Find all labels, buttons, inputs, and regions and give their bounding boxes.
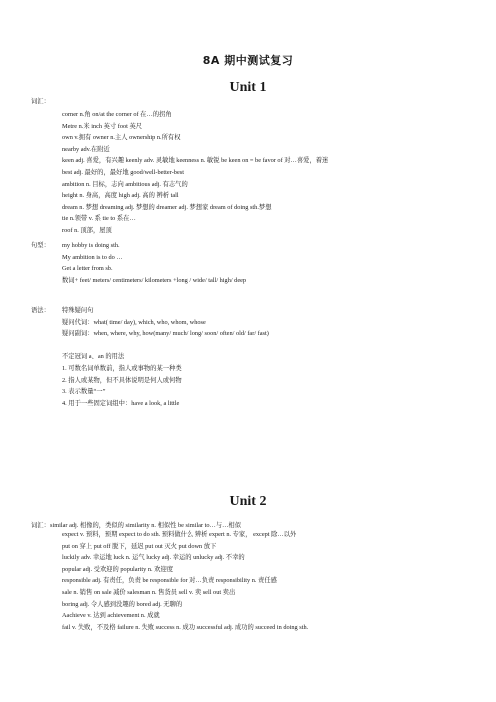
vocab-line: tie n.领带 v. 系 tie to 系在… <box>62 215 136 223</box>
grammar-line: 特殊疑问句 <box>62 307 94 314</box>
grammar-line <box>62 340 269 352</box>
grammar-line: 2. 指人或某物，但不具体说明是何人或何物 <box>62 376 182 384</box>
sentence-line: 数词+ feet/ meters/ centimeters/ kilometers +long / wide/ tall/ high/ deep <box>62 276 247 284</box>
vocab-line: roof n. 顶部，屋顶 <box>62 226 112 234</box>
unit2-vocab-list <box>62 529 308 633</box>
vocab-line: Metre n.米 inch 英寸 foot 英尺 <box>62 122 143 130</box>
grammar-line: 4. 用于一些固定词组中：have a look, a little <box>62 399 180 407</box>
vocab-line: put on 穿上 put off 脱下，延迟 put out 灭火 put down 放下 <box>62 542 217 550</box>
vocab-line: boring adj. 令人感到没趣的 bored adj. 无聊的 <box>62 600 183 608</box>
vocab-line: sale n. 销售 on sale 减价 salesman n. 售货员 sell v. 卖 sell out 卖出 <box>62 588 236 596</box>
grammar-line: 3. 表示数量“一” <box>62 388 106 396</box>
unit2-vocab-label: 词汇： <box>31 522 50 529</box>
vocab-line: best adj. 最好的，最好地 good/well-better-best <box>62 168 184 176</box>
unit1-grammar-label: 语法： <box>31 307 50 314</box>
unit1-grammar-list <box>62 305 269 409</box>
unit1-sentence-label: 句型： <box>31 242 50 249</box>
vocab-line: luckily adv. 幸运地 luck n. 运气 lucky adj. 幸运的 unlucky adj. 不幸的 <box>62 554 245 562</box>
vocab-line: Aachieve v. 达到 achievement n. 成就 <box>62 612 160 620</box>
vocab-line: expect v. 预料，预期 expect to do sth. 预料做什么 辨析 expert n. 专家， except 除…以外 <box>62 531 297 538</box>
unit1-heading: Unit 1 <box>229 80 267 95</box>
unit1-sentence-list <box>62 240 246 286</box>
vocab-line: popular adj. 受欢迎的 popularity n. 欢迎度 <box>62 565 174 573</box>
unit2-heading: Unit 2 <box>229 494 267 509</box>
vocab-line: fail v. 失败，不及格 failure n. 失败 success n. 成功 successful adj. 成功的 succeed in doing sth. <box>62 623 309 631</box>
sentence-line: Get a letter from sb. <box>62 265 113 273</box>
grammar-line: 不定冠词 a、an 的用法 <box>62 353 125 361</box>
vocab-line: ambition n. 目标，志向 ambitious adj. 有志气的 <box>62 180 188 188</box>
sentence-line: my hobby is doing sth. <box>62 242 120 249</box>
vocab-line: keen adj. 喜爱，有兴趣 keenly adv. 灵敏地 keenness n. 敏锐 be keen on = be favor of 对…喜爱，着迷 <box>62 157 329 165</box>
vocab-line: responsible adj. 有责任，负责 be responsible for 对…负责 responsibility n. 责任感 <box>62 577 277 585</box>
vocab-line: height n. 身高，高度 high adj. 高的 辨析 tall <box>62 192 179 200</box>
grammar-line: 疑问副词：when, where, why, how(many/ much/ long/ soon/ often/ old/ far/ fast) <box>62 330 269 338</box>
grammar-line: 疑问代词：what( time/ day), which, who, whom, whose <box>62 318 206 326</box>
vocab-line: nearby adv.在附近 <box>62 145 110 153</box>
sentence-line: My ambition is to do … <box>62 253 123 261</box>
vocab-line: dream n. 梦想 dreaming adj. 梦想的 dreamer adj. 梦想家 dream of doing sth.梦想 <box>62 203 272 211</box>
unit1-vocab-label: 词汇： <box>31 98 50 105</box>
unit1-vocab-list <box>62 109 328 237</box>
grammar-line: 1. 可数名词单数前，指人或事物的某一种类 <box>62 364 182 372</box>
vocab-line: corner n.角 on/at the corner of 在…的拐角 <box>62 111 172 118</box>
unit2-vocab-first-line: similar adj. 相像的，类似的 similarity n. 相似性 be similar to…与…相似 <box>50 522 241 529</box>
document-title: 8A 期中测试复习 <box>202 54 294 67</box>
vocab-line: own v.拥有 owner n.主人 ownership n.所有权 <box>62 134 181 142</box>
